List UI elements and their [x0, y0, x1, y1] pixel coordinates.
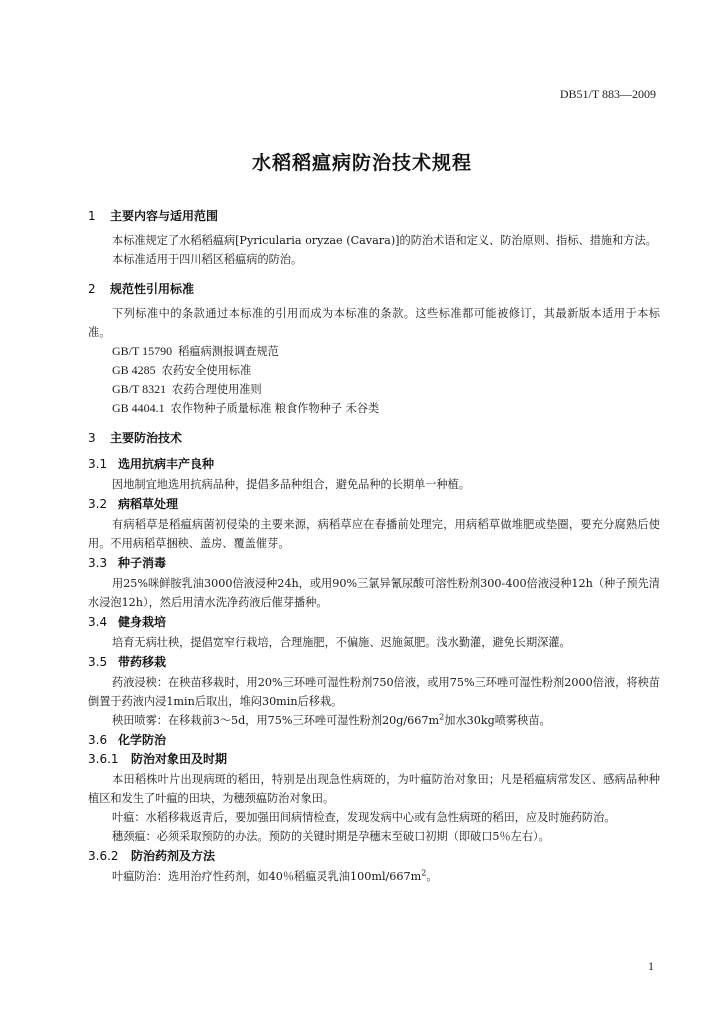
reference-code: GB 4404.1: [112, 401, 165, 415]
superscript: 2: [421, 868, 427, 878]
paragraph: 叶瘟：水稻移栽返青后，要加强田间病情检查，发现发病中心或有急性病斑的稻田，应及时施药防治。: [112, 811, 616, 824]
text-segment: 。: [426, 870, 438, 883]
subsection-title: 带药移栽: [118, 655, 167, 669]
subsection-3-5-heading: [88, 654, 660, 670]
section-title: 主要内容与适用范围: [110, 209, 219, 223]
subsection-number: 3.4: [88, 615, 108, 629]
reference-title: 农药合理使用准则: [172, 383, 262, 396]
subsection-title: 化学防治: [118, 733, 167, 747]
subsection-title: 病稻草处理: [118, 497, 179, 511]
reference-code: GB/T 15790: [112, 344, 173, 358]
section-number: 3: [88, 431, 96, 445]
reference-title: 农药安全使用标准: [161, 364, 252, 377]
subsection-number: 3.6: [88, 733, 108, 747]
section-title: 规范性引用标准: [110, 282, 195, 296]
subsection-number: 3.2: [88, 497, 108, 511]
paragraph: 本标准适用于四川稻区稻瘟病的防治。: [112, 253, 303, 266]
section-title: 主要防治技术: [110, 431, 183, 445]
paragraph: [88, 867, 660, 886]
section-number: 1: [88, 209, 96, 223]
subsection-title: 选用抗病丰产良种: [118, 457, 215, 471]
text-segment: 叶瘟防治：选用治疗性药剂，如40％稻瘟灵乳油100ml/667m: [112, 870, 422, 883]
subsection-3-6-1-heading: [88, 751, 660, 767]
paragraph: 用25%咪鲜胺乳油3000倍液浸种24h，或用90%三氯异氰尿酸可溶性粉剂300-400倍液浸种12h（种子预先清水浸泡12h），然后用清水洗净药液后催芽播种。: [88, 577, 660, 609]
subsection-title: 防治药剂及方法: [131, 849, 216, 863]
subsection-3-1-heading: [88, 456, 660, 472]
subsection-number: 3.6.2: [88, 849, 119, 863]
paragraph: 培育无病壮秧，提倡宽窄行栽培，合理施肥，不偏施、迟施氮肥。浅水勤灌，避免长期深灌。: [112, 636, 571, 649]
section-3-heading: [88, 430, 660, 446]
subsection-3-4-heading: [88, 614, 660, 630]
subsection-3-2-heading: [88, 496, 660, 512]
text-segment: 秧田喷雾：在移栽前3～5d，用75%三环唑可湿性粉剂20g/667m: [112, 714, 440, 727]
page-number: 1: [648, 959, 654, 973]
reference-title: 稻瘟病测报调查规范: [178, 345, 279, 358]
reference-item: [88, 399, 660, 418]
standard-code: DB51/T 883—2009: [559, 87, 656, 101]
reference-code: GB/T 8321: [112, 382, 167, 396]
subsection-3-6-heading: [88, 732, 660, 748]
paragraph: 有病稻草是稻瘟病菌初侵染的主要来源，病稻草应在春播前处理完，用病稻草做堆肥或垫圈，要充分腐熟后使用。不用病稻草捆秧、盖房、覆盖催芽。: [88, 518, 660, 550]
document-title: 水稻稻瘟病防治技术规程: [251, 152, 472, 174]
document-body: [88, 208, 660, 886]
paragraph: 本标准规定了水稻稻瘟病[Pyricularia oryzae (Cavara)]的防治术语和定义、防治原则、指标、措施和方法。: [112, 234, 657, 247]
section-2-heading: [88, 281, 660, 297]
reference-item: [88, 361, 660, 380]
paragraph: 下列标准中的条款通过本标准的引用而成为本标准的条款。这些标准都可能被修订，其最新版本适用于本标准。: [88, 307, 660, 339]
paragraph: 本田稻株叶片出现病斑的稻田，特别是出现急性病斑的，为叶瘟防治对象田；凡是稻瘟病常发区、感病品种种植区和发生了叶瘟的田块，为穗颈瘟防治对象田。: [88, 773, 660, 805]
subsection-number: 3.6.1: [88, 752, 119, 766]
paragraph: 药液浸秧：在秧苗移栽时，用20%三环唑可湿性粉剂750倍液，或用75%三环唑可湿性粉剂2000倍液，将秧苗倒置于药液内浸1min后取出，堆闷30min后移栽。: [88, 676, 660, 708]
reference-item: [88, 380, 660, 399]
reference-code: GB 4285: [112, 363, 156, 377]
reference-item: [88, 342, 660, 361]
reference-title: 农作物种子质量标准 粮食作物种子 禾谷类: [170, 402, 380, 415]
subsection-number: 3.3: [88, 556, 108, 570]
paragraph: 因地制宜地选用抗病品种，提倡多品种组合，避免品种的长期单一种植。: [112, 478, 471, 491]
subsection-title: 种子消毒: [118, 556, 167, 570]
paragraph: 穗颈瘟：必须采取预防的办法。预防的关键时期是孕穗末至破口初期（即破口5％左右）。: [112, 830, 550, 843]
section-1-heading: [88, 208, 660, 224]
superscript: 2: [439, 712, 445, 722]
subsection-3-3-heading: [88, 555, 660, 571]
subsection-3-6-2-heading: [88, 848, 660, 864]
subsection-title: 防治对象田及时期: [131, 752, 228, 766]
subsection-number: 3.5: [88, 655, 108, 669]
section-number: 2: [88, 282, 96, 296]
text-segment: 加水30kg喷雾秧苗。: [444, 714, 551, 727]
subsection-number: 3.1: [88, 457, 108, 471]
paragraph: [88, 711, 660, 730]
subsection-title: 健身栽培: [118, 615, 167, 629]
